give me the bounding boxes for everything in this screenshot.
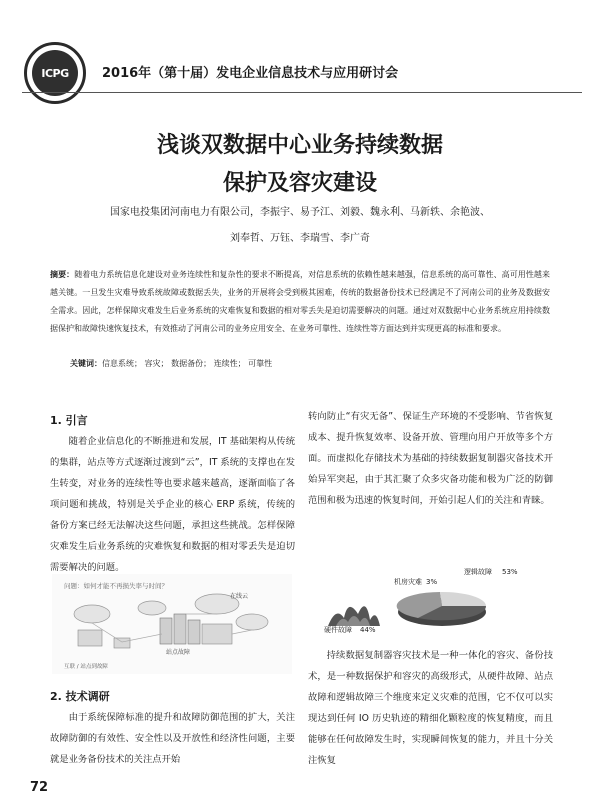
- label-hardware-pct: 44%: [360, 626, 376, 634]
- failure-ratio-figure: [322, 560, 552, 636]
- logo-text: ICPG: [41, 66, 69, 80]
- conference-title: 2016年（第十届）发电企业信息技术与应用研讨会: [102, 66, 399, 81]
- abstract-text: 随着电力系统信息化建设对业务连续性和复杂性的要求不断提高，对信息系统的依赖性越来越强，信息系统的高可靠性、高可用性越来越关键。一旦发生灾难导致系统故障或数据丢失，业务的开展将会受到极其困难，传统的数据备份技术已经满足不了河南公司的业务及数据安全需求。因此，怎样保障灾难发生后业务系统的灾难恢复和数据的相对零丢失是迫切需要解决的问题。通过对双数据中心业务系统应用持续数据保护和故障快速恢复技术，有效推动了河南公司的业务应用安全、在业务可靠性、连续性等方面达到并实现更高的标准和要求。: [50, 270, 551, 333]
- section2: [50, 686, 295, 770]
- section1: [50, 410, 295, 578]
- label-site-pct: 3%: [426, 578, 438, 586]
- page-number: 72: [30, 780, 49, 795]
- abstract-label: 摘要：: [50, 270, 75, 279]
- pie-slice-site: [440, 592, 486, 606]
- conference-logo: [24, 42, 86, 104]
- authors-line2: 刘奉哲、万钰、李瑞雪、李广奇: [230, 233, 370, 244]
- pie-chart: [397, 592, 486, 626]
- cloud-disaster-figure: [52, 574, 292, 674]
- label-logic-pct: 53%: [502, 568, 518, 576]
- right-col-paragraph1: 转向防止“有灾无备”、保证生产环境的不受影响、节省恢复成本、提升恢复效率、设备开放、管理向用户开放等多个方面。而虚拟化存储技术为基础的持续数据复制器灾备技术开始异军突起，由于其汇聚了众多灾备功能和极为广泛的防御范围和极为迅速的恢复时间，开始引起人们的关注和青睐。: [308, 411, 553, 506]
- figure-right-label: 在线云: [230, 593, 249, 600]
- figure-bottom-label: 互联 / 站点到故障: [64, 664, 108, 670]
- paper-title-line1: 浅谈双数据中心业务持续数据: [156, 133, 443, 158]
- figure-center-label: 站点故障: [166, 649, 191, 656]
- keywords-text: 信息系统； 容灾； 数据备份； 连续性； 可靠性: [102, 359, 273, 368]
- label-hardware: 硬件故障: [324, 626, 352, 634]
- label-logic: 逻辑故障: [464, 568, 492, 576]
- figure-question: 问题：如何才能不再损失率与时间？: [64, 582, 168, 590]
- label-site: 机房灾难: [394, 578, 422, 586]
- authors-line1: 国家电投集团河南电力有限公司，李振宇、易予江、刘毅、魏永利、马新轶、余艳波、: [110, 207, 490, 218]
- section1-paragraph: 随着企业信息化的不断推进和发展，IT 基础架构从传统的集群，站点等方式逐渐过渡到“云”，IT 系统的支撑也在发生转变，对业务的连续性等也要求越来越高，逐渐面临了各项问题和挑战，特别是关乎企业的核心 ERP 系统，传统的备份方案已经无法解决这些问题，承担这些挑战。怎样保障灾难发生后业务系统的灾难恢复和数据的相对零丢失是迫切需要解决的问题。: [50, 436, 295, 573]
- header-divider: [22, 92, 582, 93]
- keywords: [70, 358, 272, 369]
- section2-paragraph: 由于系统保障标准的提升和故障防御范围的扩大，关注故障防御的有效性、安全性以及开放性和经济性问题，主要就是业务备份技术的关注点开始: [50, 712, 295, 765]
- section1-heading: 1. 引言: [50, 414, 88, 427]
- right-col-paragraph2: 持续数据复制器容灾技术是一种一体化的容灾、备份技术，是一种数据保护和容灾的高级形式，从硬件故障、站点故障和逻辑故障三个维度来定义灾难的范围，它不仅可以实现达到任何 IO 历史轨迹的精细化颗粒度的恢复精度，而且能够在任何故障发生时，实现瞬间恢复的能力，并且十分关注恢复: [308, 650, 553, 766]
- keywords-label: 关键词：: [70, 359, 102, 368]
- flame-icon: [328, 606, 380, 626]
- paper-title-line2: 保护及容灾建设: [222, 171, 377, 196]
- abstract: [50, 266, 550, 338]
- section2-heading: 2. 技术调研: [50, 690, 110, 703]
- logo-ring: [32, 50, 78, 96]
